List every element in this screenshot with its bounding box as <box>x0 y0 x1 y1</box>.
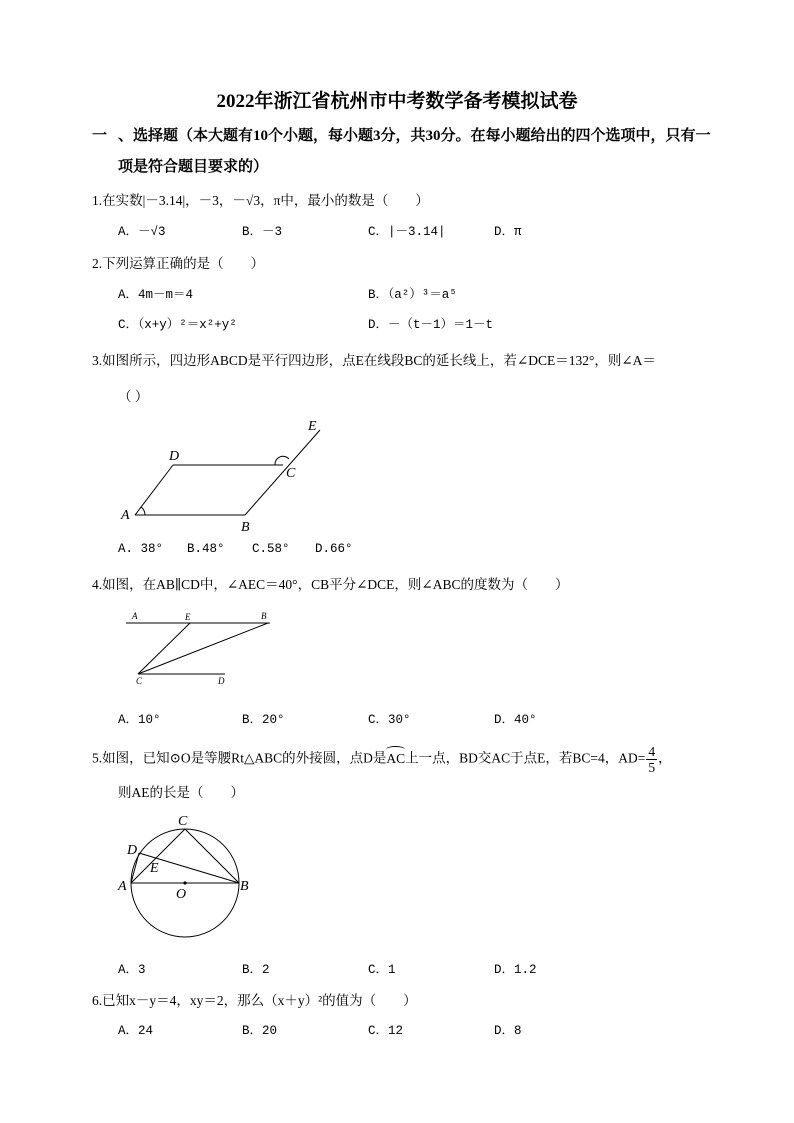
q3-option-c: C.58° <box>252 542 290 556</box>
question-5-stem-cont: 则AE的长是（ ） <box>118 785 244 800</box>
q4-option-b: B．20° <box>242 713 285 727</box>
q3-option-b: B.48° <box>187 542 225 556</box>
question-3-stem: 3.如图所示，四边形ABCD是平行四边形，点E在线段BC的延长线上，若∠DCE＝132°，则∠A＝ <box>92 353 656 368</box>
q2-option-d: D．－（t－1）＝1－t <box>368 318 494 332</box>
fig5-label-d: D <box>127 843 138 858</box>
q1-option-c: C．|－3.14| <box>368 225 446 239</box>
section-number: 一 <box>92 128 108 144</box>
q4-option-d: D．40° <box>494 713 537 727</box>
question-4-stem: 4.如图，在AB∥CD中，∠AEC＝40°，CB平分∠DCE，则∠ABC的度数为（ ） <box>92 577 569 592</box>
q4-option-a: A．10° <box>118 713 161 727</box>
fig3-label-c: C <box>286 466 296 481</box>
parallelogram-figure <box>115 415 335 535</box>
q6-option-d: D．8 <box>494 1024 522 1038</box>
circle-figure <box>115 808 265 948</box>
q5-option-a: A．3 <box>118 963 146 977</box>
q6-option-b: B．20 <box>242 1024 278 1038</box>
fig3-label-a: A <box>121 508 130 523</box>
question-1-stem: 1.在实数|－3.14|，－3，－√3，π中，最小的数是（ ） <box>92 193 429 208</box>
q3-option-a: A. 38° <box>118 542 164 556</box>
q1-option-d: D．π <box>494 225 522 239</box>
fig4-label-e: E <box>185 612 191 622</box>
q5-option-b: B．2 <box>242 963 270 977</box>
q2-option-a: A．4m－m＝4 <box>118 288 194 302</box>
question-6-stem: 6.已知x－y＝4，xy＝2，那么（x＋y）²的值为（ ） <box>92 993 417 1008</box>
q5-option-d: D．1.2 <box>494 963 537 977</box>
fig5-label-c: C <box>178 814 188 829</box>
fig4-label-a: A <box>132 611 138 621</box>
q1-option-a: A．－√3 <box>118 225 166 239</box>
question-2-stem: 2.下列运算正确的是（ ） <box>92 256 265 271</box>
fig3-label-d: D <box>169 449 180 464</box>
fig3-label-b: B <box>241 520 250 535</box>
q1-option-b: B．－3 <box>242 225 283 239</box>
fig3-label-e: E <box>308 419 317 434</box>
q6-option-a: A．24 <box>118 1024 154 1038</box>
question-3-stem-cont: （ ） <box>118 389 149 404</box>
fig5-label-b: B <box>240 879 249 894</box>
fig4-label-b: B <box>261 611 267 621</box>
q5-option-c: C．1 <box>368 963 396 977</box>
section-heading-line1: 、选择题（本大题有10个小题，每小题3分，共30分。在每小题给出的四个选项中，只有一 <box>118 128 711 144</box>
page-title: 2022年浙江省杭州市中考数学备考模拟试卷 <box>216 91 578 112</box>
question-5-stem: 5.如图，已知⊙O是等腰Rt△ABC的外接圆，点D是 AC上一点，BD交AC于点E，若BC=4，AD= $\frac{4}{5}$ ， <box>92 744 672 775</box>
q6-option-c: C．12 <box>368 1024 404 1038</box>
fig5-label-o: O <box>176 887 187 902</box>
q5-fraction: $\frac{4}{5}$ <box>648 744 656 775</box>
q4-option-c: C．30° <box>368 713 411 727</box>
parallel-lines-figure <box>120 605 280 690</box>
q2-option-b: B．（a²）³＝a⁵ <box>368 288 457 302</box>
fig4-label-d: D <box>218 676 225 686</box>
q5-arc-ac: AC <box>386 750 406 766</box>
section-heading-line2: 项是符合题目要求的） <box>118 159 269 175</box>
fig5-label-e: E <box>150 861 159 876</box>
fig4-label-c: C <box>136 676 143 686</box>
q2-option-c: C．（x+y）²＝x²+y² <box>118 318 237 332</box>
q3-option-d: D.66° <box>315 542 353 556</box>
fig5-label-a: A <box>118 879 127 894</box>
